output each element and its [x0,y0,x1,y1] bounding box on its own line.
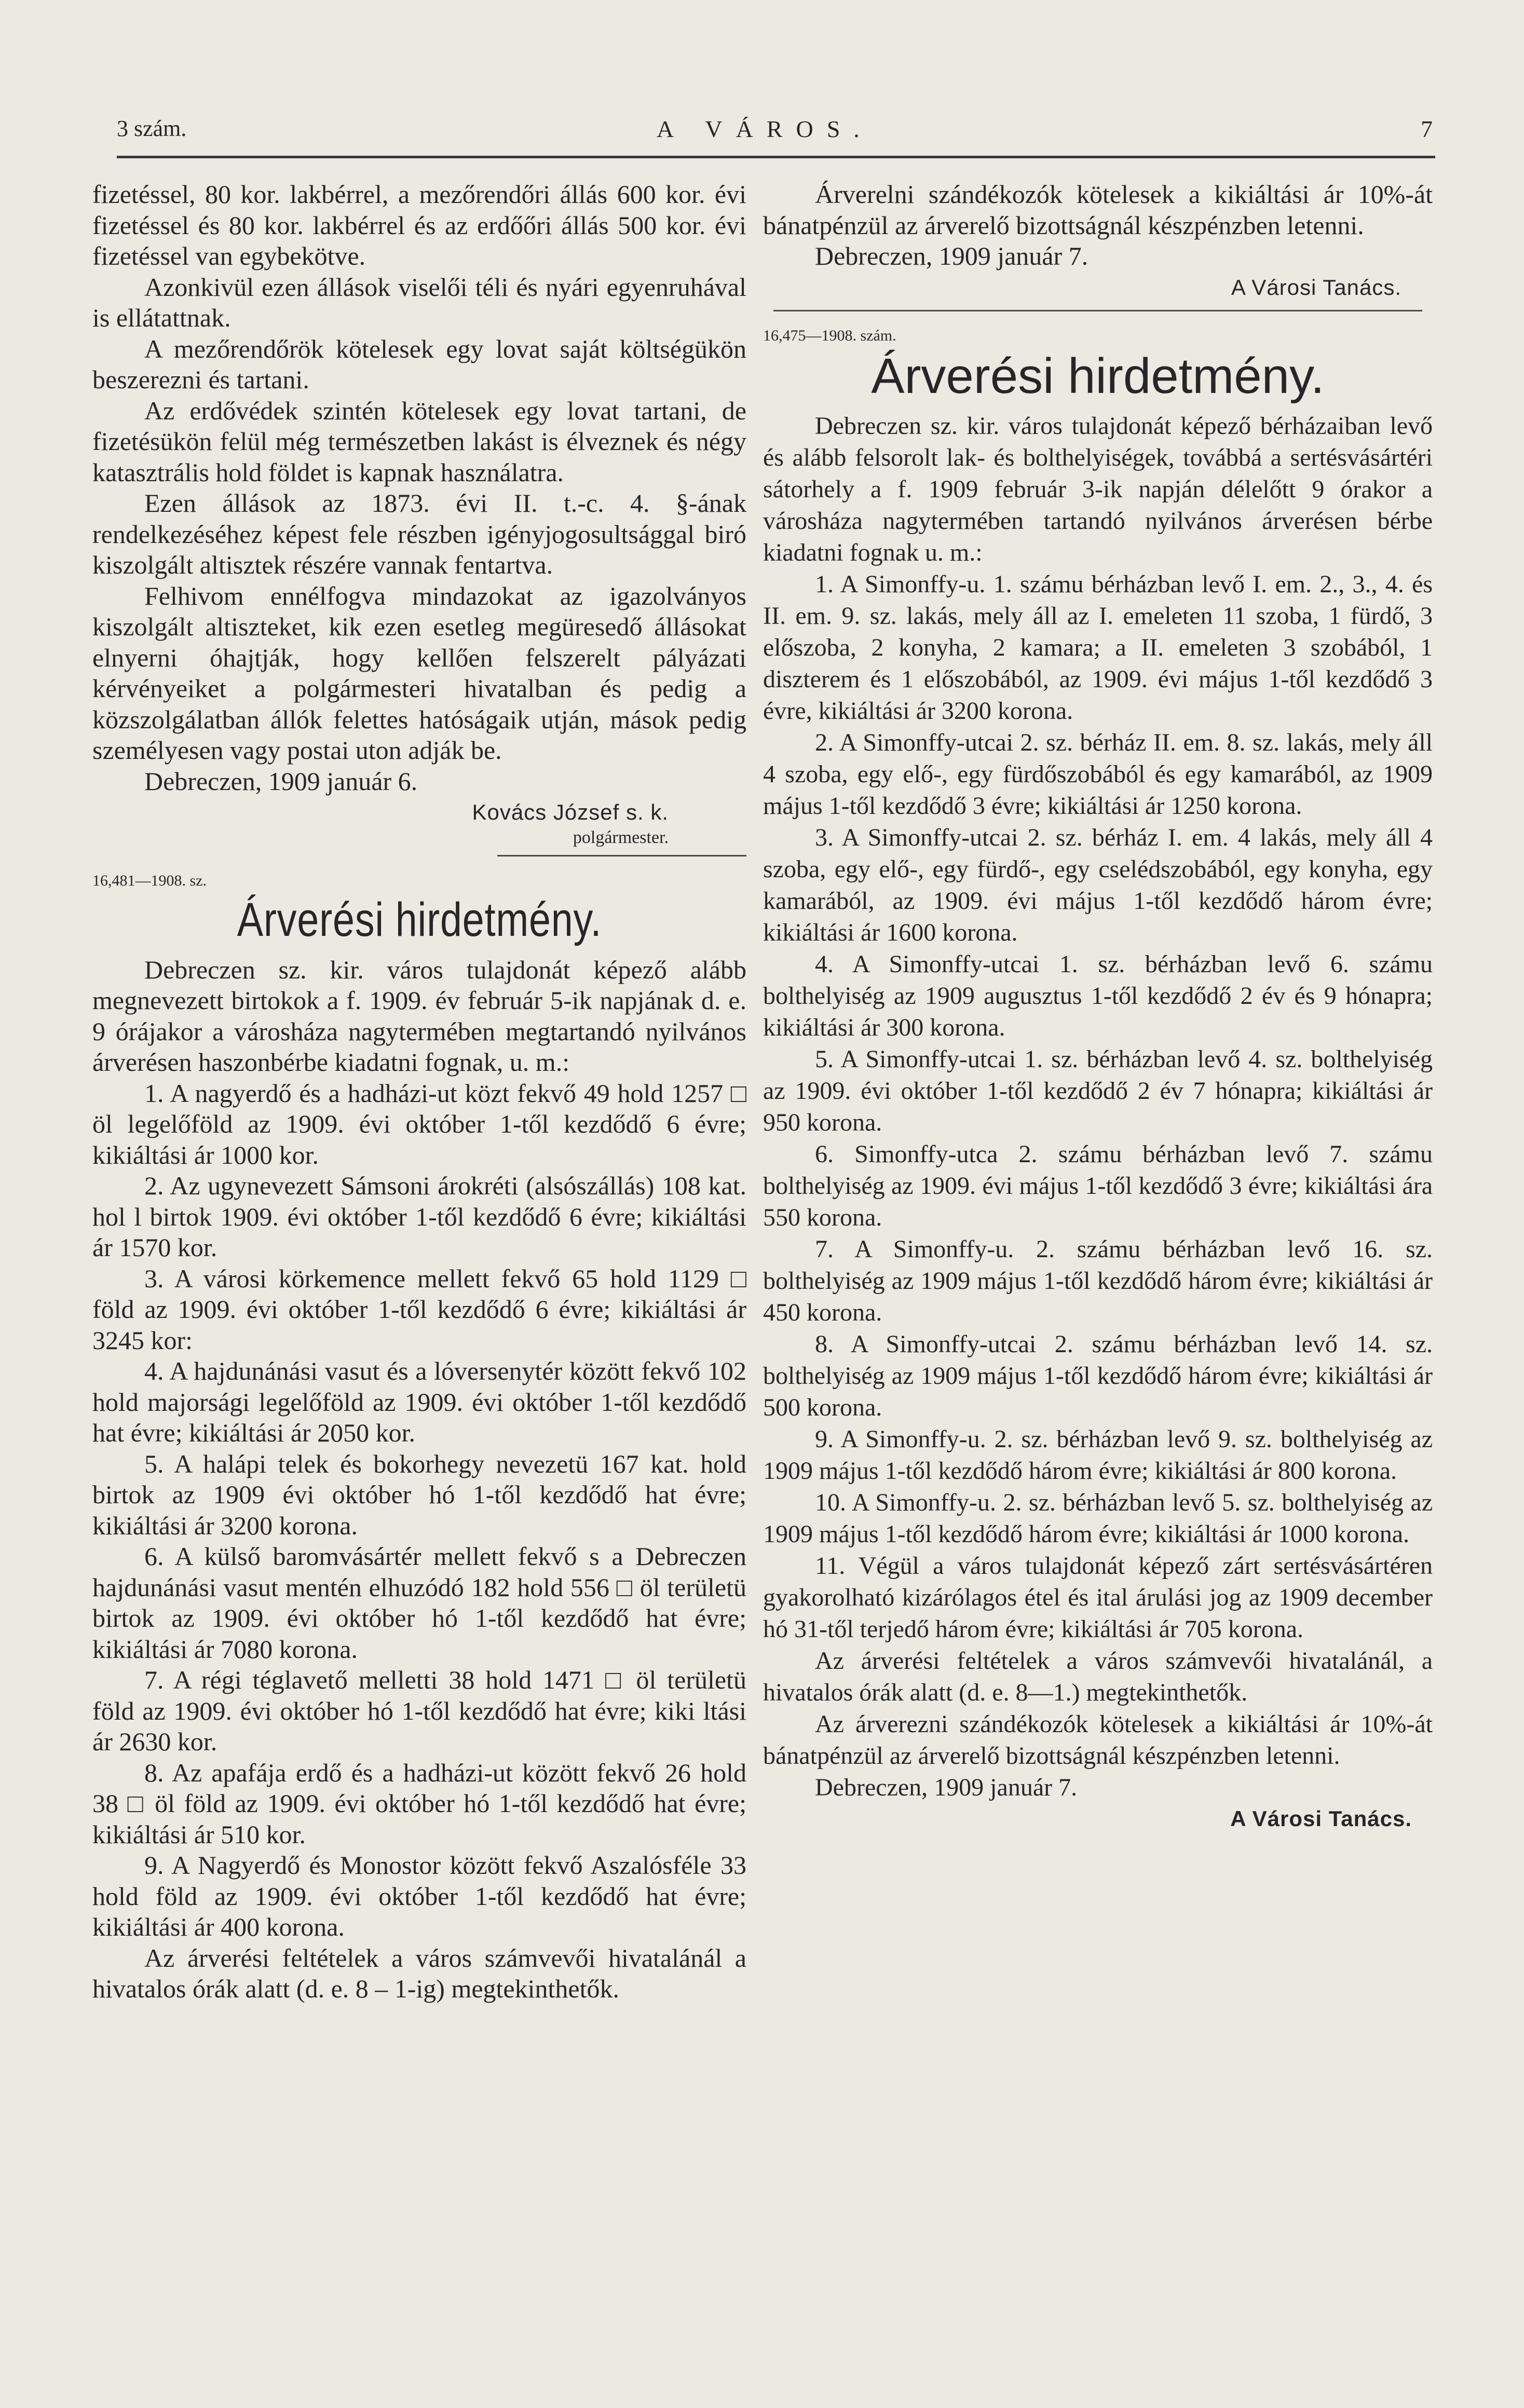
paragraph: Ezen állások az 1873. évi II. t.-c. 4. §-ának rendelkezéséhez képest fele részben igényjogosultsággal biró kiszolgált altisztek részére vannak fentartva. [92,488,746,579]
page-header [117,115,1433,146]
reference-number: 16,481—1908. sz. [92,872,207,889]
paragraph: Árverelni szándékozók kötelesek a kikiáltási ár 10%-át bánatpénzül az árverelő bizottságnál készpénzben letenni. [763,180,1433,240]
list-item: 10. A Simonffy-u. 2. sz. bérházban levő 5. sz. bolthelyiség az 1909 május 1-től kezdődő három évre; kikiáltási ár 1000 korona. [763,1489,1433,1548]
signature: A Városi Tanács. [1230,1806,1412,1831]
closing-paragraph: Az árverési feltételek a város számvevői hivatalánál a hivatalos órák alatt (d. e. 8 – 1-ig) megtekinthetők. [92,1943,746,2003]
list-item: 3. A városi körkemence mellett fekvő 65 hold 1129 □ föld az 1909. évi október 1-től kezdődő 6 évre; kikiáltási ár 3245 kor: [92,1263,746,1355]
list-item: 6. Simonffy-utca 2. számu bérházban levő 7. számu bolthelyiség az 1909. évi május 1-től kezdődő 3 évre; kikiáltási ára 550 korona. [763,1140,1433,1231]
list-item: 2. Az ugynevezett Sámsoni árokréti (alsószállás) 108 kat. hol l birtok 1909. évi október 1-től kezdődő 6 évre; kikiáltási ár 1570 kor. [92,1171,746,1262]
page-number: 7 [1421,116,1433,142]
list-item: 5. A Simonffy-utcai 1. sz. bérházban levő 4. sz. bolthelyiség az 1909. évi október 1-től kezdődő 2 év 7 hónapra; kikiáltási ár 950 korona. [763,1045,1433,1136]
conditions-paragraph: Az árverési feltételek a város számvevői hivatalánál, a hivatalos órák alatt (d. e. 8—1.) megtekinthetők. [763,1647,1433,1706]
list-item: 3. A Simonffy-utcai 2. sz. bérház I. em. 4 lakás, mely áll 4 szoba, egy elő-, egy fürdő-, egy cselédszobából, egy konyha, egy kamarából, az 1909. évi május 1-től kezdődő három évre; kikiáltási ár 1600 korona. [763,824,1433,946]
paragraph: Felhivom ennélfogva mindazokat az igazolványos kiszolgált altiszteket, kik ezen esetleg megüresedő állásokat elnyerni óhajtják, hogy kellően felszerelt pályázati kérvényeiket a polgármesteri hivatalban és pedig a közszolgálatban állók felettes hatóságaik utján, mások pedig személyesen vagy postai uton adják be. [92,581,746,765]
signature: A Városi Tanács. [1231,275,1401,300]
list-item: 1. A nagyerdő és a hadházi-ut közt fekvő 49 hold 1257 □ öl legelőföld az 1909. évi október 1-től kezdődő 6 évre; kikiáltási ár 1000 kor. [92,1078,746,1169]
paragraph: Azonkivül ezen állások viselői téli és nyári egyenruhával is ellátattnak. [92,272,746,332]
date-line: Debreczen, 1909 január 6. [144,766,418,796]
signature-name: Kovács József s. k. [472,800,669,824]
list-item: 5. A halápi telek és bokorhegy nevezetü 167 kat. hold birtok az 1909 évi október hó 1-től kezdődő hat évre; kikiáltási ár 3200 korona. [92,1449,746,1540]
list-item: 7. A régi téglavető melletti 38 hold 1471 □ öl területü föld az 1909. évi október hó 1-től kezdődő hat évre; kiki ltási ár 2630 kor. [92,1665,746,1756]
paragraph: Az erdővédek szintén kötelesek egy lovat tartani, de fizetésükön felül még természetben lakást is élveznek és négy katasztrális hold földet is kapnak használatra. [92,396,746,487]
list-item: 9. A Nagyerdő és Monostor között fekvő Aszalósféle 33 hold föld az 1909. évi október 1-től kezdődő hat évre; kikiáltási ár 400 korona. [92,1851,746,1941]
right-column [763,179,1433,1834]
list-item: 6. A külső baromvásártér mellett fekvő s a Debreczen hajdunánási vasut mentén elhuzódó 182 hold 556 □ öl területü birtok az 1909. évi október hó 1-től kezdődő hat évre; kikiáltási ár 7080 korona. [92,1542,746,1664]
notice-heading: Árverési hirdetmény. [237,893,602,946]
list-item: 7. A Simonffy-u. 2. számu bérházban levő 16. sz. bolthelyiség az 1909 május 1-től kezdődő három évre; kikiáltási ár 450 korona. [763,1235,1433,1326]
date-line: Debreczen, 1909 január 7. [815,241,1088,270]
list-item: 8. Az apafája erdő és a hadházi-ut között fekvő 26 hold 38 □ öl föld az 1909. évi október hó 1-től kezdődő hat évre; kikiáltási ár 510 kor. [92,1758,746,1849]
notice-heading: Árverési hirdetmény. [871,348,1325,404]
issue-number: 3 szám. [117,116,187,141]
list-item: 4. A Simonffy-utcai 1. sz. bérházban levő 6. számu bolthelyiség az 1909 augusztus 1-től kezdődő 2 év és 9 hónapra; kikiáltási ár 300 korona. [763,950,1433,1041]
list-item: 8. A Simonffy-utcai 2. számu bérházban levő 14. sz. bolthelyiség az 1909 május 1-től kezdődő három évre; kikiáltási ár 500 korona. [763,1330,1433,1421]
notice-intro: Debreczen sz. kir. város tulajdonát képező alább megnevezett birtokok a f. 1909. év február 5-ik napjának d. e. 9 órájakor a városháza nagytermében megtartandó nyilvános árverésen haszonbérbe kiadatni fognak, u. m.: [92,955,746,1077]
newspaper-title: A VÁROS. [657,116,873,142]
section-divider [773,310,1422,311]
section-divider [497,855,746,856]
list-item: 11. Végül a város tulajdonát képező zárt sertésvásártéren gyakorolható kizárólagos étel és ital árulási jog az 1909 december hó 31-től terjedő három évre; kikiáltási ár 705 korona. [763,1552,1433,1643]
list-item: 2. A Simonffy-utcai 2. sz. bérház II. em. 8. sz. lakás, mely áll 4 szoba, egy elő-, egy fürdőszobából és egy kamarából, az 1909 május 1-től kezdődő 3 évre; kikiáltási ár 1250 korona. [763,729,1433,820]
list-item: 1. A Simonffy-u. 1. számu bérházban levő I. em. 2., 3., 4. és II. em. 9. sz. lakás, mely áll az I. emeleten 11 szoba, 1 fürdő, 3 előszoba, 2 konyha, 2 kamara; a II. emeleten 3 szobából, 1 diszterem és 1 előszobából, az 1909. évi május 1-től kezdődő 3 évre, kikiáltási ár 3200 korona. [763,570,1433,725]
date-line: Debreczen, 1909 január 7. [815,1774,1078,1801]
list-item: 4. A hajdunánási vasut és a lóversenytér között fekvő 102 hold majorsági legelőföld az 1909. évi október 1-től kezdődő hat évre; kikiáltási ár 2050 kor. [92,1356,746,1447]
list-item: 9. A Simonffy-u. 2. sz. bérházban levő 9. sz. bolthelyiség az 1909 május 1-től kezdődő három évre; kikiáltási ár 800 korona. [763,1425,1433,1485]
left-column [92,179,746,2005]
header-divider [117,156,1435,158]
paragraph: A mezőrendőrök kötelesek egy lovat saját költségükön beszerezni és tartani. [92,334,746,394]
notice-intro: Debreczen sz. kir. város tulajdonát képező bérházaiban levő és alább felsorolt lak- és bolthelyiségek, továbbá a sertésvásártéri sátorhely a f. 1909 február 3-ik napján délelőtt 9 órakor a városháza nagytermében tartandó nyilvános árverésen bérbe kiadatni fognak u. m.: [763,412,1433,566]
signature-title: polgármester. [573,827,669,847]
deposit-paragraph: Az árverezni szándékozók kötelesek a kikiáltási ár 10%-át bánatpénzül az árverelő bizottságnál készpénzben letenni. [763,1710,1433,1770]
paragraph: fizetéssel, 80 kor. lakbérrel, a mezőrendőri állás 600 kor. évi fizetéssel és 80 kor. lakbérrel és az erdőőri állás 500 kor. évi fizetéssel van egybekötve. [92,180,746,270]
reference-number: 16,475—1908. szám. [763,327,896,344]
